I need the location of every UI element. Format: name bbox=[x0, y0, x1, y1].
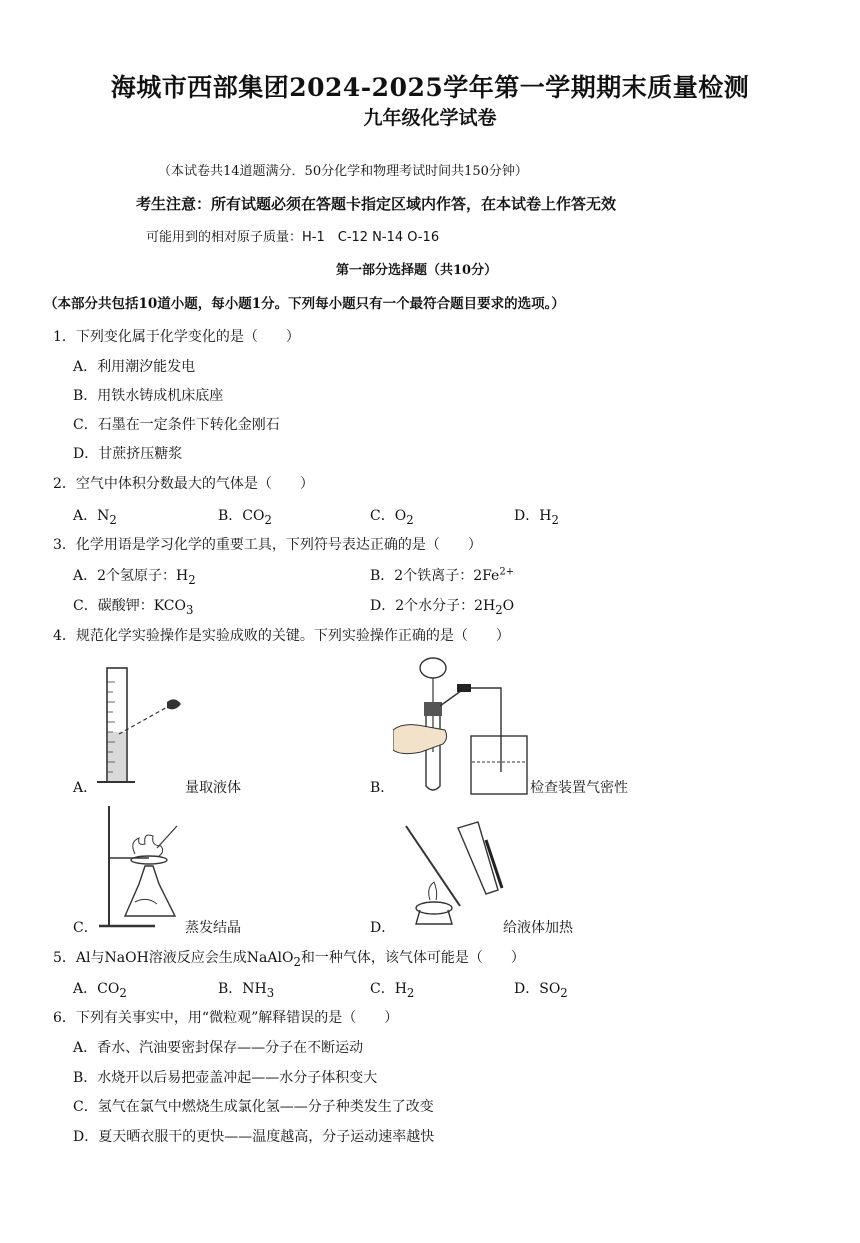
question-2-option-b: B．$CO_2$ bbox=[218, 508, 272, 527]
question-4-stem: 4．规范化学实验操作是实验成败的关键。下列实验操作正确的是（ ） bbox=[53, 628, 510, 644]
question-1-option-c: C．石墨在一定条件下转化金刚石 bbox=[73, 417, 280, 433]
question-4-option-a-caption: 量取液体 bbox=[185, 780, 241, 796]
question-5-option-b: B．$NH_3$ bbox=[218, 981, 275, 1000]
heating-liquid-figure bbox=[398, 820, 508, 932]
question-5-option-a: A．$CO_2$ bbox=[73, 981, 127, 1000]
question-3-option-a: A．2个氢原子：$H_2$ bbox=[73, 568, 196, 587]
question-4-option-d-caption: 给液体加热 bbox=[503, 920, 573, 936]
exam-subtitle: 九年级化学试卷 bbox=[363, 107, 497, 129]
question-2-option-a: A．$N_2$ bbox=[73, 508, 117, 527]
question-2-stem: 2．空气中体积分数最大的气体是（ ） bbox=[53, 476, 314, 492]
question-3-stem: 3．化学用语是学习化学的重要工具，下列符号表达正确的是（ ） bbox=[53, 537, 482, 553]
question-4-option-b-letter: B． bbox=[370, 780, 395, 796]
exam-title: 海城市西部集团2024-2025学年第一学期期末质量检测 bbox=[110, 73, 750, 102]
question-5-option-d: D．$SO_2$ bbox=[514, 981, 568, 1000]
question-1-stem: 1．下列变化属于化学变化的是（ ） bbox=[53, 329, 300, 345]
airtightness-apparatus-figure bbox=[393, 652, 533, 798]
question-6-option-d: D．夏天晒衣服干的更快——温度越高，分子运动速率越快 bbox=[73, 1129, 435, 1145]
question-4-option-c-letter: C． bbox=[73, 920, 98, 936]
question-6-option-a: A．香水、汽油要密封保存——分子在不断运动 bbox=[73, 1040, 364, 1056]
question-6-option-b: B．水烧开以后易把壶盖冲起——水分子体积变大 bbox=[73, 1070, 378, 1086]
atomic-mass-info: 可能用到的相对原子质量：H-1 C-12 N-14 O-16 bbox=[146, 230, 440, 245]
question-4-option-a-letter: A． bbox=[73, 780, 98, 796]
question-6-option-c: C．氢气在氯气中燃烧生成氯化氢——分子种类发生了改变 bbox=[73, 1099, 434, 1115]
question-2-option-d: D．$H_2$ bbox=[514, 508, 559, 527]
question-1-option-a: A．利用潮汐能发电 bbox=[73, 359, 196, 375]
question-3-option-d: D．2个水分子：$2H_2O$ bbox=[370, 598, 515, 617]
question-5-option-c: C．$H_2$ bbox=[370, 981, 415, 1000]
question-3-option-c: C．碳酸钾：$KCO_3$ bbox=[73, 598, 194, 617]
evaporation-apparatus-figure bbox=[95, 802, 205, 932]
measuring-cylinder-figure bbox=[95, 662, 195, 792]
question-1-option-b: B．用铁水铸成机床底座 bbox=[73, 388, 224, 404]
section-instruction: （本部分共包括10道小题，每小题1分。下列每小题只有一个最符合题目要求的选项。） bbox=[44, 296, 565, 312]
question-5-stem: 5．Al与NaOH溶液反应会生成NaAlO$_2$和一种气体，该气体可能是（ ） bbox=[53, 950, 525, 969]
section-title: 第一部分选择题（共10分） bbox=[336, 263, 498, 278]
question-4-option-b-caption: 检查装置气密性 bbox=[530, 780, 628, 796]
question-4-option-c-caption: 蒸发结晶 bbox=[185, 920, 241, 936]
exam-notice: 考生注意：所有试题必须在答题卡指定区域内作答，在本试卷上作答无效 bbox=[136, 195, 617, 213]
question-2-option-c: C．$O_2$ bbox=[370, 508, 414, 527]
exam-info: （本试卷共14道题满分．50分化学和物理考试时间共150分钟） bbox=[158, 164, 528, 179]
question-6-stem: 6．下列有关事实中，用“微粒观”解释错误的是（ ） bbox=[53, 1010, 399, 1026]
question-1-option-d: D．甘蔗挤压糖浆 bbox=[73, 446, 183, 462]
question-4-option-d-letter: D． bbox=[370, 920, 396, 936]
question-3-option-b: B．2个铁离子：$2Fe^{2+}$ bbox=[370, 566, 515, 584]
